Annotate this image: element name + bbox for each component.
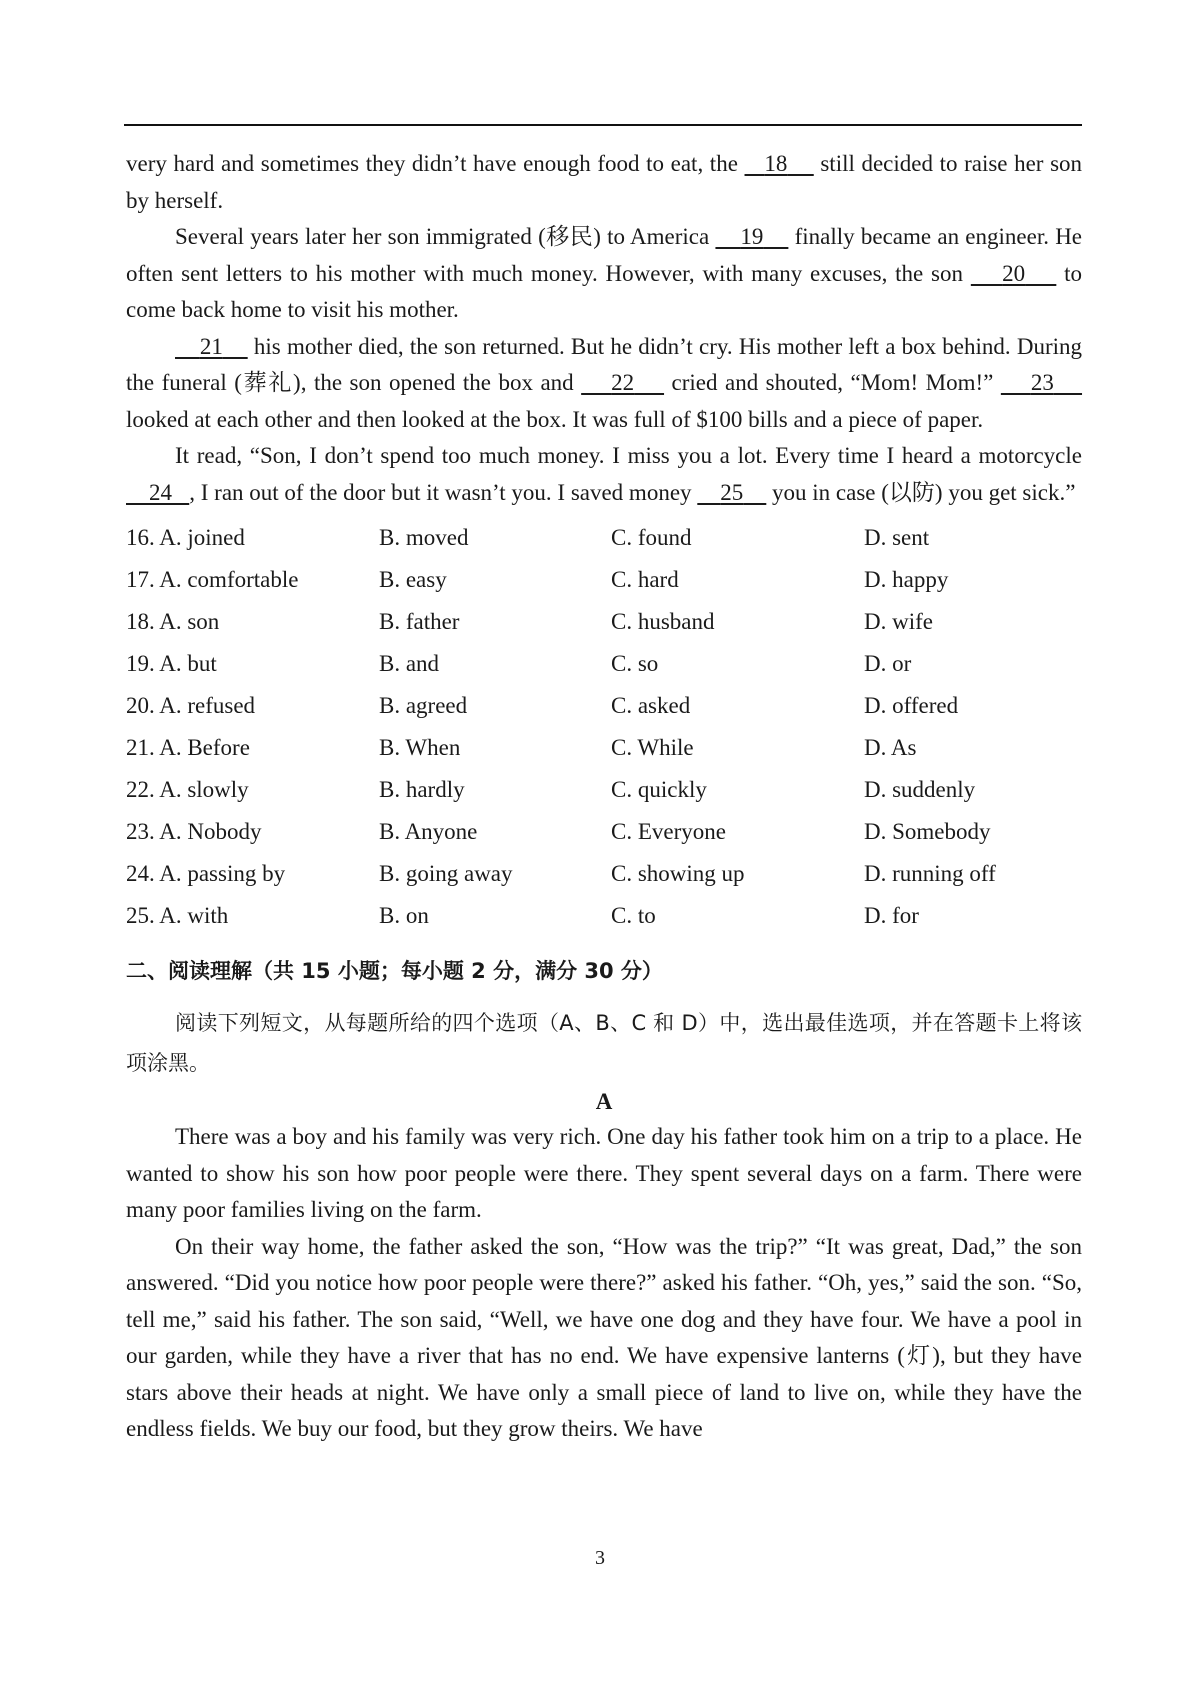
option-row: [126, 601, 1082, 643]
text-run: you in case (以防) you get sick.”: [766, 479, 1076, 505]
text-run: cried and shouted, “Mom! Mom!”: [664, 370, 1001, 395]
option-row: [126, 853, 1082, 895]
text-run: to come back home to visit his mother.: [126, 260, 1083, 322]
blank-21: 21: [199, 333, 223, 359]
cloze-paragraph-1: [126, 146, 1082, 219]
option-row: [126, 769, 1082, 811]
option-d: D. for: [864, 903, 919, 928]
option-c: C. to: [611, 903, 656, 928]
option-a: 23. A. Nobody: [126, 819, 262, 844]
option-a: 16. A. joined: [126, 525, 245, 550]
page-number: 3: [595, 1547, 605, 1569]
text-run: finally became an engineer. He often sent letters to his mother with much money. However, with many excuses, the son: [126, 224, 1083, 286]
option-d: D. running off: [864, 861, 996, 886]
passage-paragraph-1: There was a boy and his family was very rich. One day his father took him on a trip to a place. He wanted to show his son how poor people were there. They spent several days on a farm. There were many poor families living on the farm.: [126, 1124, 1082, 1222]
option-c: C. Everyone: [611, 819, 726, 844]
blank-22: 22: [611, 370, 635, 395]
blank-24: 24: [149, 479, 172, 505]
section-instruction: 阅读下列短文，从每题所给的四个选项（A、B、C 和 D）中，选出最佳选项，并在答题卡上将该项涂黑。: [126, 1011, 1082, 1075]
option-a: 21. A. Before: [126, 735, 250, 760]
option-d: D. suddenly: [864, 777, 976, 802]
option-b: B. hardly: [379, 777, 465, 802]
option-a: 24. A. passing by: [126, 861, 286, 886]
option-row: [126, 895, 1082, 937]
option-b: B. When: [379, 735, 461, 760]
page-content: [126, 146, 1082, 1448]
text-run: still decided to raise her son by herself.: [126, 151, 1083, 213]
option-d: D. Somebody: [864, 819, 991, 844]
passage-title: A: [595, 1089, 613, 1114]
option-row: [126, 727, 1082, 769]
blank-25: 25: [720, 479, 744, 505]
option-b: B. going away: [379, 861, 513, 886]
passage-paragraph-2: On their way home, the father asked the son, “How was the trip?” “It was great, Dad,” the son answered. “Did you notice how poor people were there?” asked his father. “Oh, yes,” said the son. “So, tell me,” said his father. The son said, “Well, we have one dog and they have four. We have a pool in our garden, while they have a river that has no end. We have expensive lanterns (灯), but they have stars above their heads at night. We have only a small piece of land to live on, while they have the endless fields. We buy our food, but they grow theirs. We have: [126, 1233, 1082, 1441]
option-a: 22. A. slowly: [126, 777, 249, 802]
header-rule: [124, 124, 1082, 126]
option-c: C. quickly: [611, 777, 707, 802]
option-c: C. so: [611, 651, 659, 676]
blank-23: 23: [1030, 370, 1054, 395]
option-row: [126, 685, 1082, 727]
text-run: It read, “Son, I don’t spend too much money. I miss you a lot. Every time I heard a motorcycle: [175, 443, 1082, 468]
cloze-paragraph-4: [126, 438, 1082, 511]
text-run: very hard and sometimes they didn’t have enough food to eat, the: [126, 151, 745, 176]
text-run: , I ran out of the door but it wasn’t you. I saved money: [189, 479, 698, 505]
option-d: D. As: [864, 735, 917, 760]
option-c: C. While: [611, 735, 694, 760]
option-b: B. easy: [379, 567, 447, 592]
option-a: 19. A. but: [126, 651, 217, 676]
option-d: D. wife: [864, 609, 933, 634]
option-c: C. asked: [611, 693, 691, 718]
option-b: B. on: [379, 903, 429, 928]
answer-options: [126, 517, 1082, 937]
option-a: 20. A. refused: [126, 693, 256, 718]
option-c: C. hard: [611, 567, 679, 592]
text-run: his mother died, the son returned. But he didn’t cry. His mother left a box behind. During the funeral (葬礼), the son opened the box and: [126, 333, 1083, 395]
option-b: B. father: [379, 609, 460, 634]
option-c: C. showing up: [611, 861, 745, 886]
section-heading: 二、阅读理解（共 15 小题；每小题 2 分，满分 30 分）: [126, 959, 663, 983]
option-c: C. found: [611, 525, 692, 550]
option-row: [126, 643, 1082, 685]
cloze-paragraph-3: [126, 329, 1082, 439]
option-b: B. moved: [379, 525, 469, 550]
option-b: B. and: [379, 651, 440, 676]
option-d: D. offered: [864, 693, 959, 718]
cloze-paragraph-2: [126, 219, 1082, 329]
option-row: [126, 811, 1082, 853]
option-a: 18. A. son: [126, 609, 220, 634]
blank-19: 19: [740, 224, 764, 249]
option-a: 25. A. with: [126, 903, 229, 928]
blank-20: 20: [1002, 260, 1026, 286]
option-d: D. or: [864, 651, 912, 676]
option-row: [126, 559, 1082, 601]
option-row: [126, 517, 1082, 559]
text-run: looked at each other and then looked at the box. It was full of $100 bills and a piece of paper.: [126, 406, 984, 432]
option-d: D. sent: [864, 525, 930, 550]
option-d: D. happy: [864, 567, 949, 592]
blank-18: 18: [764, 151, 788, 176]
option-a: 17. A. comfortable: [126, 567, 299, 592]
option-b: B. Anyone: [379, 819, 478, 844]
text-run: Several years later her son immigrated (移民) to America: [175, 224, 716, 249]
option-b: B. agreed: [379, 693, 468, 718]
option-c: C. husband: [611, 609, 715, 634]
